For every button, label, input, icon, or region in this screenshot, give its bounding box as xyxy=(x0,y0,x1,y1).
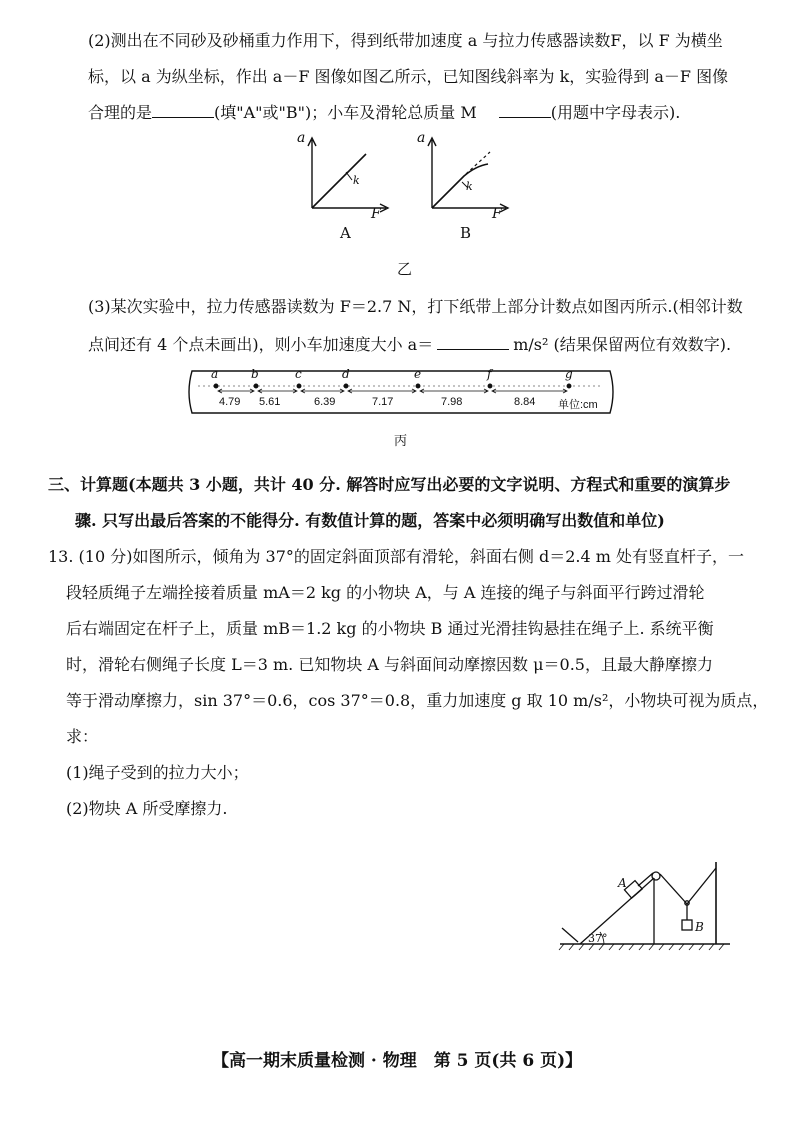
diagram-label-a: A xyxy=(618,876,627,890)
q13-line1: 13. (10 分)如图所示，倾角为 37°的固定斜面顶部有滑轮，斜面右侧 d＝2.4 m 处有竖直杆子，一 xyxy=(48,547,745,566)
tape-point-b xyxy=(254,384,258,388)
graph-a-xlabel: F xyxy=(371,206,381,222)
graph-b-ylabel: a xyxy=(417,130,426,146)
tape-point-a xyxy=(214,384,218,388)
graph-b-xlabel: F xyxy=(492,206,502,222)
paper-tape xyxy=(184,368,618,416)
q12-part3-line2b: m/s² (结果保留两位有效数字). xyxy=(513,335,732,354)
block-b xyxy=(682,920,692,930)
tape-point-c xyxy=(297,384,301,388)
q12-part3-line2 xyxy=(88,333,731,356)
q12-part3-line1: (3)某次实验中，拉力传感器读数为 F＝2.7 N，打下纸带上部分计数点如图丙所示.(相邻计数 xyxy=(88,297,743,316)
tape-point-d xyxy=(344,384,348,388)
tape-label-c: c xyxy=(295,367,302,381)
graph-a-ylabel: a xyxy=(297,130,306,146)
graph-b-dashed-extension xyxy=(466,152,490,174)
section3-heading-line2: 骤. 只写出最后答案的不能得分. 有数值计算的题，答案中必须明确写出数值和单位) xyxy=(75,511,665,530)
graph-b-caption: B xyxy=(460,224,472,242)
tape-point-e xyxy=(416,384,420,388)
q13-line6: 求： xyxy=(66,727,99,746)
q13-sub2: (2)物块 A 所受摩擦力. xyxy=(66,799,228,818)
tape-distance-ef: 7.98 xyxy=(441,396,463,408)
incline-diagram xyxy=(550,862,740,958)
tape-distance-de: 7.17 xyxy=(372,396,394,408)
tape-label-e: e xyxy=(414,367,422,381)
graph-b-k-label: k xyxy=(466,180,473,193)
tape-distance-bc: 5.61 xyxy=(259,396,281,408)
q12-part2-line2: 标，以 a 为纵坐标，作出 a－F 图像如图乙所示，已知图线斜率为 k，实验得到 a－F 图像 xyxy=(88,67,729,86)
rope-left-segment xyxy=(660,874,687,904)
diagram-label-b: B xyxy=(695,920,704,934)
pulley xyxy=(652,872,660,880)
answer-blank-3[interactable] xyxy=(437,333,509,350)
tape-distance-cd: 6.39 xyxy=(314,396,336,408)
graph-b-curve xyxy=(432,164,488,208)
graph-a-caption: A xyxy=(340,224,351,242)
answer-blank-2[interactable] xyxy=(499,101,551,118)
rope-right-segment xyxy=(687,868,716,904)
answer-blank-1[interactable] xyxy=(152,101,214,118)
block-a xyxy=(624,881,642,898)
q13-line2: 段轻质绳子左端拴接着质量 mA＝2 kg 的小物块 A，与 A 连接的绳子与斜面平行跨过滑轮 xyxy=(66,583,705,602)
graph-a-k-label: k xyxy=(353,174,360,187)
tape-unit: 单位:cm xyxy=(558,399,598,411)
figure-yi-caption: 乙 xyxy=(397,260,413,278)
tape-label-d: d xyxy=(342,367,350,381)
tape-label-g: g xyxy=(565,367,573,381)
q12-part2-line3c: (用题中字母表示). xyxy=(550,103,681,122)
q12-part3-line2a: 点间还有 4 个点未画出)，则小车加速度大小 a＝ xyxy=(88,335,434,354)
q12-part2-line3a: 合理的是 xyxy=(88,103,153,122)
tape-label-b: b xyxy=(251,367,259,381)
tape-point-g xyxy=(567,384,571,388)
q13-sub1: (1)绳子受到的拉力大小； xyxy=(66,763,249,782)
tape-distance-ab: 4.79 xyxy=(219,396,241,408)
graph-a-slope-pointer xyxy=(346,172,352,180)
section3-heading-line1: 三、计算题(本题共 3 小题，共计 40 分. 解答时应写出必要的文字说明、方程式和重要的演算步 xyxy=(48,475,731,494)
q12-part2-line1: (2)测出在不同砂及砂桶重力作用下，得到纸带加速度 a 与拉力传感器读数F，以 F 为横坐 xyxy=(88,31,723,50)
tape-label-a: a xyxy=(211,367,219,381)
tape-label-f: f xyxy=(487,367,492,381)
ground-hatching xyxy=(559,944,724,950)
page-footer: 【高一期末质量检测 · 物理 第 5 页(共 6 页)】 xyxy=(212,1051,583,1071)
incline-stop-plate xyxy=(562,928,578,942)
rope-a-to-pulley xyxy=(638,873,653,886)
figure-bing-caption: 丙 xyxy=(394,434,408,449)
q13-line4: 时，滑轮右侧绳子长度 L＝3 m. 已知物块 A 与斜面间动摩擦因数 μ＝0.5，且最大静摩擦力 xyxy=(66,655,713,674)
q12-part2-line3b: (填"A"或"B")；小车及滑轮总质量 M xyxy=(214,103,477,122)
q12-part2-line3 xyxy=(88,101,680,124)
diagram-angle-label: 37° xyxy=(588,932,608,945)
tape-distance-fg: 8.84 xyxy=(514,396,536,408)
q13-line3: 后右端固定在杆子上，质量 mB＝1.2 kg 的小物块 B 通过光滑挂钩悬挂在绳子上. 系统平衡 xyxy=(66,619,714,638)
q13-line5: 等于滑动摩擦力，sin 37°＝0.6，cos 37°＝0.8，重力加速度 g 取 10 m/s²，小物块可视为质点， xyxy=(66,691,769,710)
tape-point-f xyxy=(488,384,492,388)
